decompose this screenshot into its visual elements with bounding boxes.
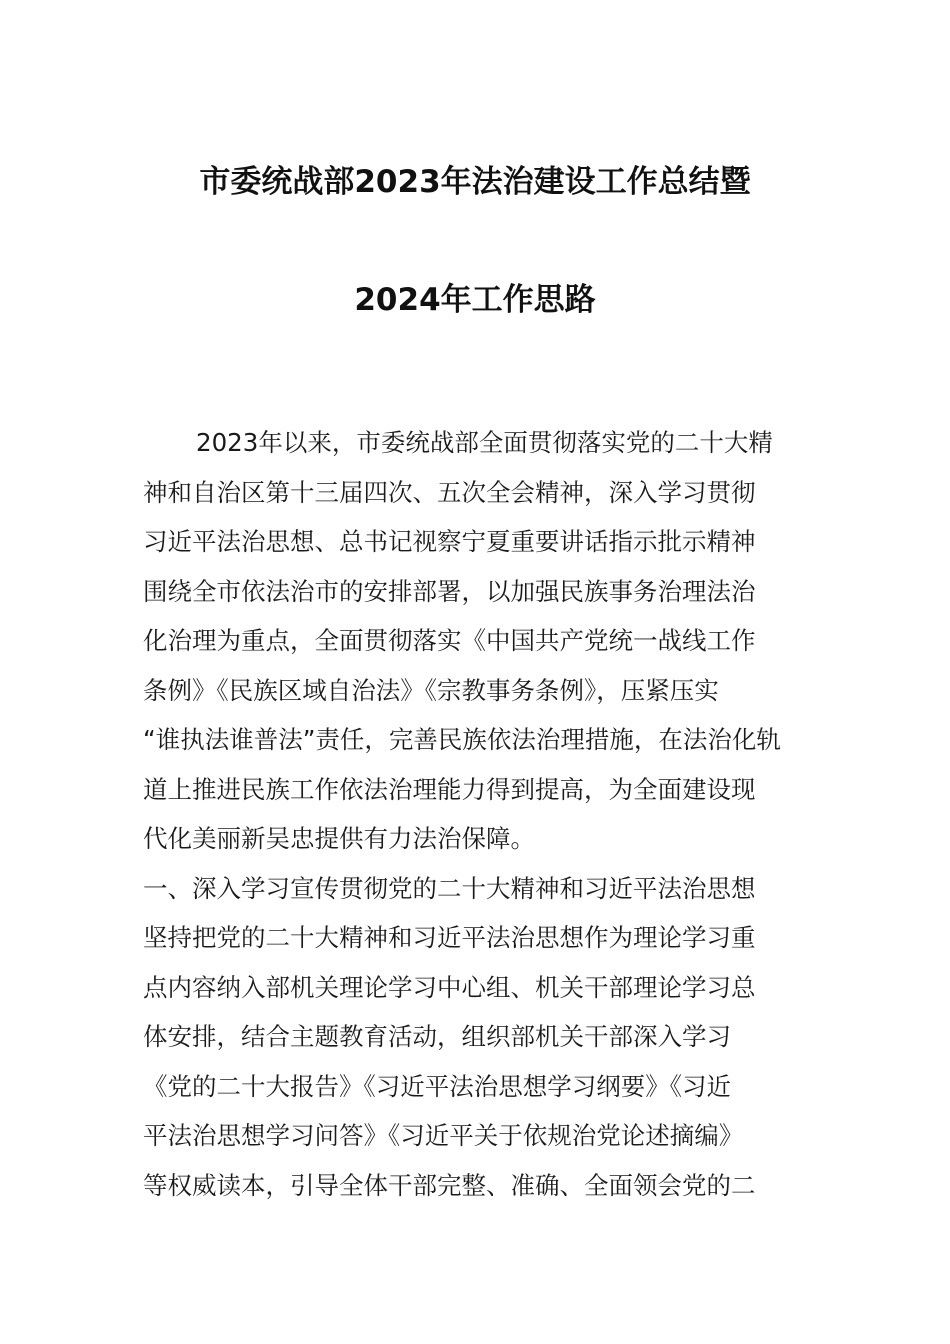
document-title-line-2: 2024年工作思路 — [354, 282, 596, 318]
body-line: 道上推进民族工作依法治理能力得到提高，为全面建设现 — [143, 774, 756, 804]
body-line: 代化美丽新吴忠提供有力法治保障。 — [143, 824, 535, 853]
document-body — [143, 418, 813, 1210]
body-line: 神和自治区第十三届四次、五次全会精神，深入学习贯彻 — [143, 477, 756, 507]
body-line: 等权威读本，引导全体干部完整、准确、全面领会党的二 — [143, 1170, 756, 1200]
body-line: “谁执法谁普法”责任，完善民族依法治理措施，在法治化轨 — [143, 725, 781, 754]
body-line: 平法治思想学习问答》《习近平关于依规治党论述摘编》 — [143, 1121, 744, 1150]
body-line: 习近平法治思想、总书记视察宁夏重要讲话指示批示精神 — [143, 527, 756, 556]
body-line: 《党的二十大报告》《习近平法治思想学习纲要》《习近 — [143, 1071, 731, 1101]
body-line: 2023年以来，市委统战部全面贯彻落实党的二十大精 — [196, 428, 773, 457]
body-line: 坚持把党的二十大精神和习近平法治思想作为理论学习重 — [143, 923, 756, 952]
body-line: 点内容纳入部机关理论学习中心组、机关干部理论学习总 — [143, 972, 756, 1002]
body-line: 化治理为重点，全面贯彻落实《中国共产党统一战线工作 — [143, 626, 756, 655]
document-title-line-1: 市委统战部2023年法治建设工作总结暨 — [199, 164, 751, 200]
section-heading: 一、深入学习宣传贯彻党的二十大精神和习近平法治思想 — [143, 873, 756, 903]
body-line: 围绕全市依法治市的安排部署，以加强民族事务治理法治 — [143, 576, 756, 606]
body-line: 条例》《民族区域自治法》《宗教事务条例》，压紧压实 — [143, 675, 719, 705]
body-line: 体安排，结合主题教育活动，组织部机关干部深入学习 — [143, 1022, 731, 1051]
